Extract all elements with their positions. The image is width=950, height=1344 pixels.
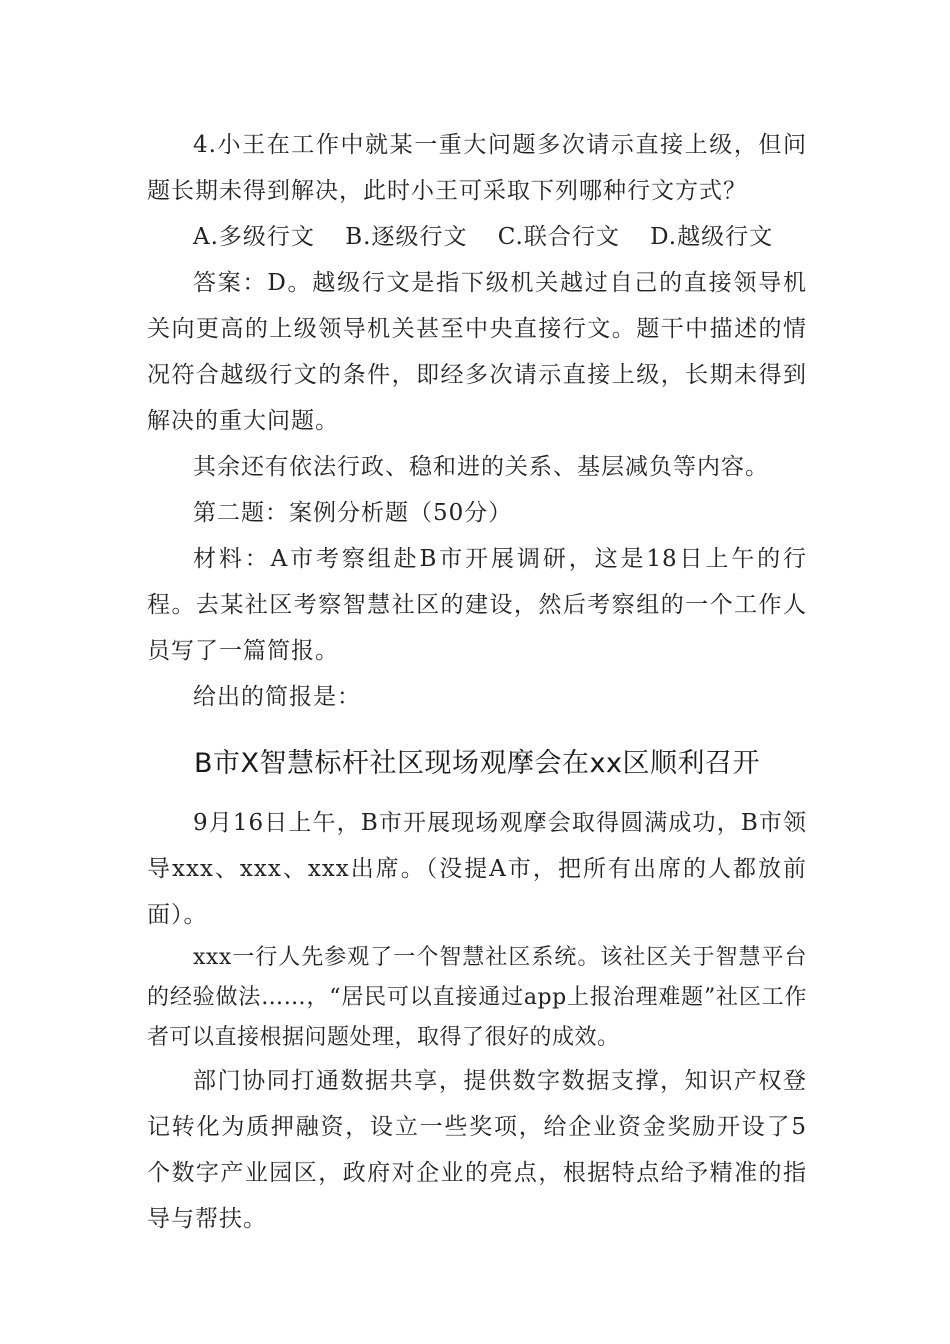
option-d: D.越级行文 — [650, 224, 774, 250]
answer-explanation: 答案：D。越级行文是指下级机关越过自己的直接领导机关向更高的上级领导机关甚至中央直接行文。题干中描述的情况符合越级行文的条件，即经多次请示直接上级，长期未得到解决的重大问题。 — [147, 270, 807, 434]
report-intro: 给出的简报是： — [193, 684, 361, 710]
report-paragraph-2: xxx一行人先参观了一个智慧社区系统。该社区关于智慧平台的经验做法……，“居民可以直接通过app上报治理难题”社区工作者可以直接根据问题处理，取得了很好的成效。 — [147, 945, 807, 1050]
option-b: B.逐级行文 — [345, 224, 468, 250]
option-a: A.多级行文 — [193, 224, 315, 250]
section-title: 第二题：案例分析题（50分） — [193, 500, 513, 526]
case-material: 材料：A市考察组赴B市开展调研，这是18日上午的行程。去某社区考察智慧社区的建设，然后考察组的一个工作人员写了一篇简报。 — [147, 546, 807, 664]
answer-options — [147, 214, 807, 260]
report-paragraph-3: 部门协同打通数据共享，提供数字数据支撑，知识产权登记转化为质押融资，设立一些奖项，给企业资金奖励开设了5个数字产业园区，政府对企业的亮点，根据特点给予精准的指导与帮扶。 — [147, 1068, 807, 1232]
other-content-note: 其余还有依法行政、稳和进的关系、基层减负等内容。 — [193, 454, 769, 480]
option-c: C.联合行文 — [497, 224, 620, 250]
report-headline: B市X智慧标杆社区现场观摩会在xx区顺利召开 — [194, 748, 760, 779]
question-stem: 4.小王在工作中就某一重大问题多次请示直接上级，但问题长期未得到解决，此时小王可采取下列哪种行文方式？ — [147, 132, 807, 204]
document-body — [147, 122, 807, 1242]
report-paragraph-1: 9月16日上午，B市开展现场观摩会取得圆满成功，B市领导xxx、xxx、xxx出席。（没提A市，把所有出席的人都放前面）。 — [147, 810, 807, 928]
